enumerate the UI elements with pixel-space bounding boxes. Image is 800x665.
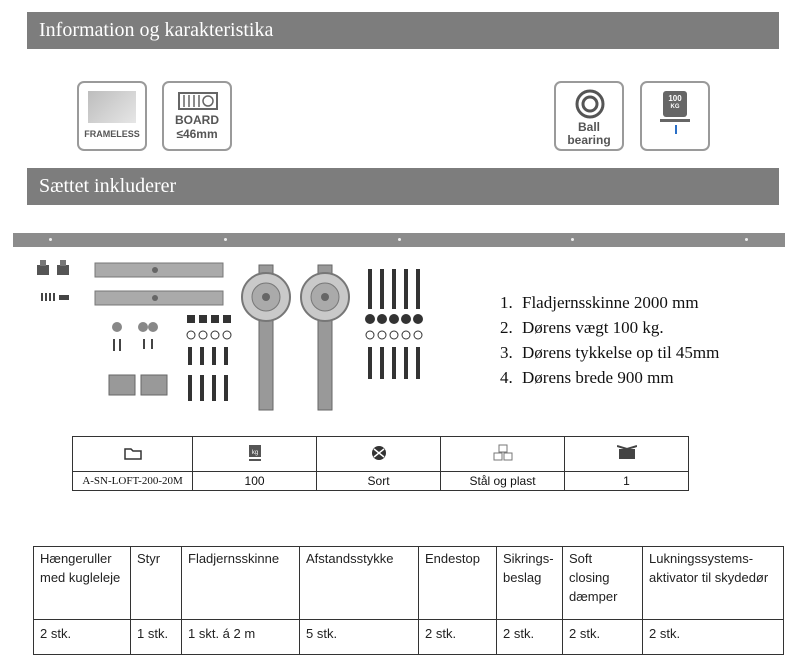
ball-bearing-badge (554, 81, 624, 151)
glass-panel-icon (88, 91, 136, 123)
table-header-cell: Sikrings-beslag (497, 547, 563, 620)
table-cell: 2 stk. (34, 620, 131, 655)
bearing-label: bearing (567, 133, 611, 147)
list-item: 4. Dørens brede 900 mm (500, 368, 674, 387)
board-thickness-badge (162, 81, 232, 151)
table-cell: 1 skt. á 2 m (182, 620, 300, 655)
scale-base (660, 119, 690, 122)
spec-material: Stål og plast (441, 472, 565, 491)
section-title-kit: Sættet inkluderer (27, 168, 779, 205)
table-header-cell: Endestop (419, 547, 497, 620)
table-cell: 5 stk. (300, 620, 419, 655)
frameless-badge (77, 81, 147, 151)
table-cell: 2 stk. (643, 620, 784, 655)
spec-weight: 100 (193, 472, 317, 491)
package-icon (565, 437, 689, 472)
weight-icon (663, 91, 687, 117)
table-cell: 2 stk. (419, 620, 497, 655)
board-thickness-value: ≤46mm (176, 127, 218, 141)
table-cell: 2 stk. (497, 620, 563, 655)
spec-quantity: 1 (565, 472, 689, 491)
ball-bearing-icon (575, 89, 605, 119)
weight-capacity-badge (640, 81, 710, 151)
table-header-cell: Styr (131, 547, 182, 620)
weight-icon-text: kg (251, 449, 258, 456)
weight-unit: KG (670, 104, 680, 110)
color-icon (317, 437, 441, 472)
list-item: 3. Dørens tykkelse op til 45mm (500, 343, 720, 362)
kit-list (500, 290, 719, 390)
table-cell: 2 stk. (563, 620, 643, 655)
item-code: A-SN-LOFT-200-20M (73, 472, 193, 491)
board-label: BOARD (175, 113, 219, 127)
list-item: 1. Fladjernsskinne 2000 mm (500, 293, 699, 312)
table-header-cell: Soft closing dæmper (563, 547, 643, 620)
section-title-info: Information og karakteristika (27, 12, 779, 49)
weight-value: 100 (668, 94, 682, 103)
arrow-down-icon (675, 125, 677, 134)
weight-icon (193, 437, 317, 472)
table-header-cell: Lukningssystems-aktivator til skydedør (643, 547, 784, 620)
table-header-cell: Afstandsstykke (300, 547, 419, 620)
board-icon (178, 92, 218, 110)
spec-color: Sort (317, 472, 441, 491)
folder-icon (73, 437, 193, 472)
table-header-cell: Hængeruller med kugleleje (34, 547, 131, 620)
frameless-label: FRAMELESS (84, 129, 140, 139)
ball-label: Ball (577, 120, 600, 134)
table-header-cell: Fladjernsskinne (182, 547, 300, 620)
list-item: 2. Dørens vægt 100 kg. (500, 318, 664, 337)
hardware-kit-illustration (35, 255, 455, 415)
material-icon (441, 437, 565, 472)
rail-illustration (13, 233, 785, 247)
parts-table (33, 546, 784, 655)
spec-table (72, 436, 689, 491)
table-cell: 1 stk. (131, 620, 182, 655)
